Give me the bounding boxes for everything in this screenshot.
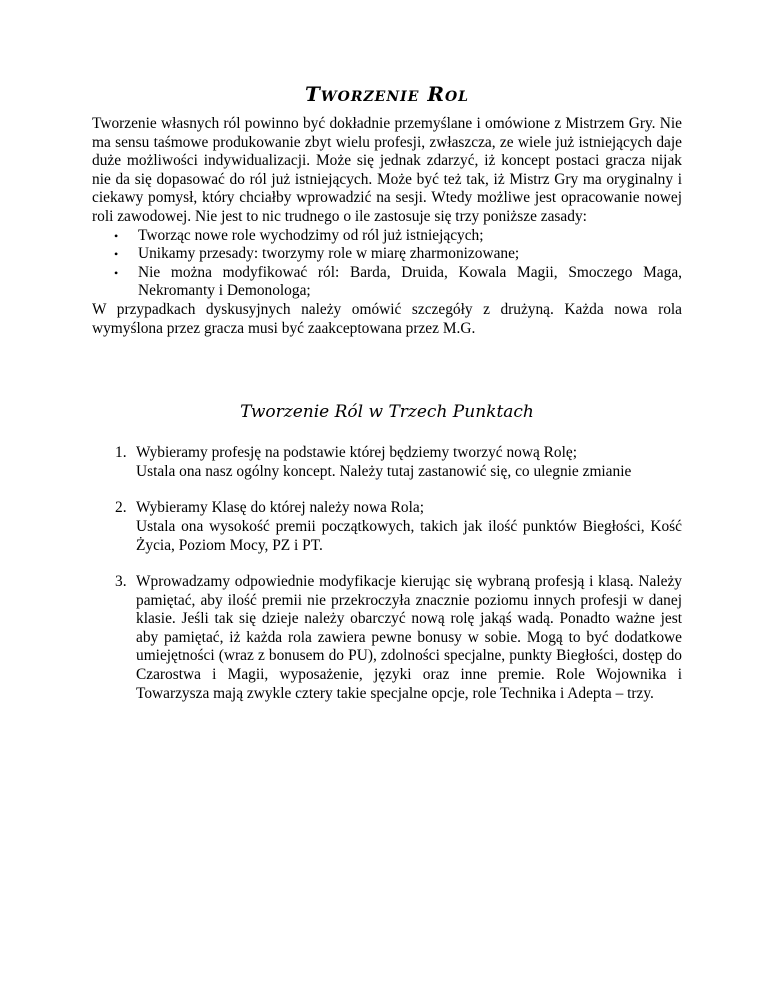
step-number: 1. [115,444,127,462]
bullet-icon: • [114,247,119,262]
step-line: Ustala ona wysokość premii początkowych, takich jak ilość punktów Biegłości, Kość Życia, Poziom Mocy, PZ i PT. [136,517,682,554]
step-line: Wybieramy profesję na podstawie której będziemy tworzyć nową Rolę; [136,444,577,462]
page-title: Tworzenie Rol [305,82,469,106]
bullet-icon: • [114,265,119,280]
rule-text: Nie można modyfikować ról: Barda, Druida, Kowala Magii, Smoczego Maga, Nekromanty i Demonologa; [138,263,682,300]
section-subtitle: Tworzenie Ról w Trzech Punktach [240,402,534,423]
intro-paragraph: Tworzenie własnych ról powinno być dokładnie przemyślane i omówione z Mistrzem Gry. Nie ma sensu taśmowe produkowanie zbyt wielu profesji, zwłaszcza, ze wiele już istniejących daje duże możliwości indywidualizacji. Może się jednak zdarzyć, iż koncept postaci gracza nijak nie da się dopasować do ról już istniejących. Może być też tak, iż Mistrz Gry ma oryginalny i ciekawy pomysł, który chciałby wprowadzić na sesji. Wtedy możliwe jest opracowanie nowej roli zawodowej. Nie jest to nic trudnego o ile zastosuje się trzy poniższe zasady: [92,115,682,225]
step-line: Ustala ona nasz ogólny koncept. Należy tutaj zastanowić się, co ulegnie zmianie [136,462,632,480]
step-line: Wprowadzamy odpowiednie modyfikacje kierując się wybraną profesją i klasą. Należy pamiętać, aby ilość premii nie przekroczyła znacznie poziomu innych profesji w danej klasie. Jeśli tak się dzieje należy obarczyć nową rolę jakąś wadą. Ponadto ważne jest aby pamiętać, iż każda rola zawiera pewne bonusy w sobie. Mogą to być dodatkowe umiejętności (wraz z bonusem do PU), zdolności specjalne, punkty Biegłości, dostęp do Czarostwa i Magii, wyposażenie, języki oraz inne premie. Role Wojownika i Towarzysza mają zwykle cztery takie specjalne opcje, role Technika i Adepta – trzy. [136,573,682,702]
step-number: 2. [115,499,127,517]
bullet-icon: • [114,228,119,243]
step-line: Wybieramy Klasę do której należy nowa Rola; [136,499,424,517]
rules-list [92,227,682,301]
rule-item [114,226,682,246]
document-page [92,78,682,721]
step-item [115,499,682,555]
step-item [115,444,682,481]
step-number: 3. [115,573,127,591]
outro-paragraph: W przypadkach dyskusyjnych należy omówić szczegóły z drużyną. Każda nowa rola wymyślona przez gracza musi być zaakceptowana przez M.G. [92,300,682,337]
rule-text: Unikamy przesady: tworzymy role w miarę zharmonizowane; [138,245,520,263]
step-item [115,573,682,703]
rule-text: Tworząc nowe role wychodzimy od ról już istniejących; [138,226,484,244]
rule-item [114,245,682,264]
rule-item [114,263,682,301]
steps-list [92,444,682,703]
